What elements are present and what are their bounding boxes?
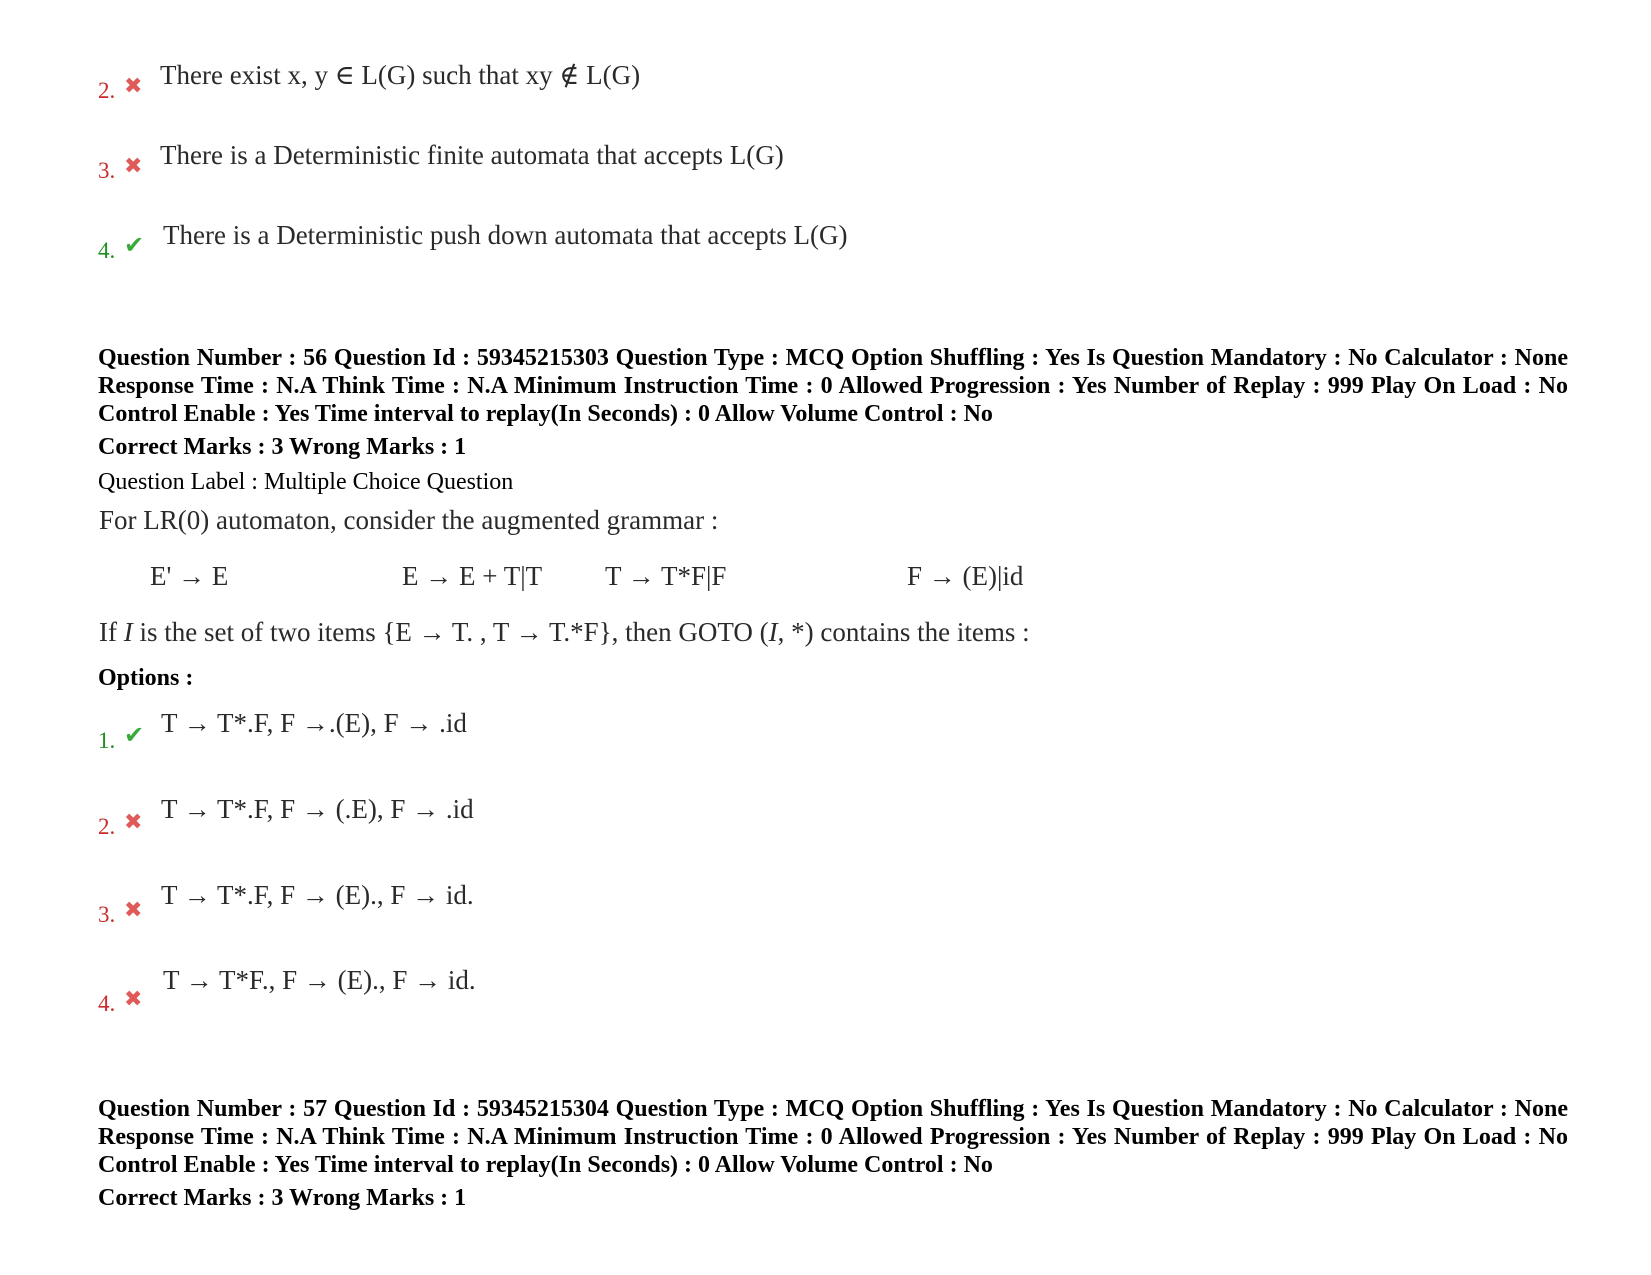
option-number: 3. xyxy=(98,902,116,927)
check-icon: ✔ xyxy=(124,723,145,749)
option-number: 3. xyxy=(98,158,116,183)
question-56-intro: For LR(0) automaton, consider the augmented grammar : xyxy=(99,505,719,535)
question-57-marks: Correct Marks : 3 Wrong Marks : 1 xyxy=(98,1185,467,1211)
option-number: 4. xyxy=(98,991,116,1016)
cross-icon: ✖ xyxy=(124,153,143,178)
question-text-part: , *) contains the items : xyxy=(777,617,1030,647)
options-label: Options : xyxy=(98,665,194,691)
question-text-part: If xyxy=(99,617,124,647)
option-number: 1. xyxy=(98,728,116,753)
question-56-meta: Question Number : 56 Question Id : 59345215303 Question Type : MCQ Option Shuffling : Yes Is Question Mandatory : No Calculator : None Response Time : N.A Think Time : N.A Minimum Instruction Time : 0 Allowed Progression : Yes Number of Replay : 999 Play On Load : No Control Enable : Yes Time interval to replay(In Seconds) : 0 Allow Volume Control : No xyxy=(98,345,1568,427)
question-text-part: is the set of two items {E → T. , T → T.*F}, then GOTO ( xyxy=(132,617,769,647)
option-number: 4. xyxy=(98,238,116,263)
question-56-label: Question Label : Multiple Choice Question xyxy=(98,469,514,495)
grammar-rule-1: E' → E xyxy=(150,561,229,591)
grammar-rule-4: F → (E)|id xyxy=(907,561,1024,591)
cross-icon: ✖ xyxy=(124,73,143,98)
grammar-rule-2: E → E + T|T xyxy=(402,561,543,591)
option-text: T → T*F., F → (E)., F → id. xyxy=(163,965,476,995)
set-variable: I xyxy=(768,617,778,647)
cross-icon: ✖ xyxy=(124,809,143,834)
option-text: There exist x, y ∈ L(G) such that xy ∉ L(G) xyxy=(160,60,641,90)
cross-icon: ✖ xyxy=(124,897,143,922)
question-57-meta: Question Number : 57 Question Id : 59345215304 Question Type : MCQ Option Shuffling : Yes Is Question Mandatory : No Calculator : None Response Time : N.A Think Time : N.A Minimum Instruction Time : 0 Allowed Progression : Yes Number of Replay : 999 Play On Load : No Control Enable : Yes Time interval to replay(In Seconds) : 0 Allow Volume Control : No xyxy=(98,1096,1568,1178)
option-text: There is a Deterministic push down automata that accepts L(G) xyxy=(163,220,848,250)
option-text: T → T*.F, F →.(E), F → .id xyxy=(161,708,467,738)
grammar-rule-3: T → T*F|F xyxy=(605,561,727,591)
option-number: 2. xyxy=(98,814,116,839)
option-text: There is a Deterministic finite automata that accepts L(G) xyxy=(160,140,784,170)
cross-icon: ✖ xyxy=(124,986,143,1011)
check-icon: ✔ xyxy=(124,233,145,259)
set-variable: I xyxy=(123,617,133,647)
option-text: T → T*.F, F → (.E), F → .id xyxy=(161,794,474,824)
question-56-text xyxy=(99,617,1030,648)
option-number: 2. xyxy=(98,78,116,103)
question-56-marks: Correct Marks : 3 Wrong Marks : 1 xyxy=(98,434,467,460)
option-text: T → T*.F, F → (E)., F → id. xyxy=(161,880,474,910)
